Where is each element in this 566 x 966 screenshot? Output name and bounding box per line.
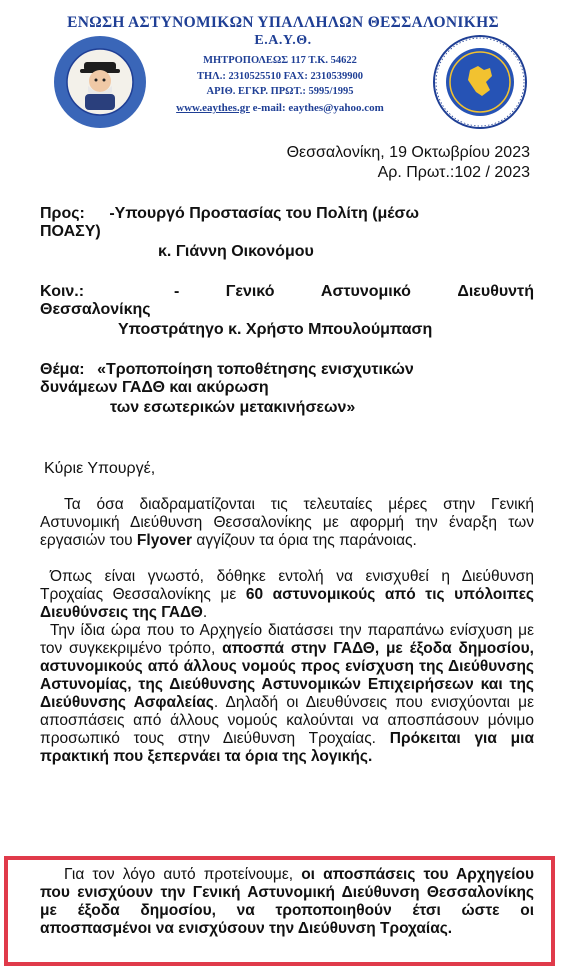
police-union-logo — [52, 34, 148, 130]
recipient-label: Προς: — [40, 205, 85, 222]
subject-label: Θέμα: — [40, 361, 85, 378]
highlight-box — [4, 856, 555, 966]
address-line: ΜΗΤΡΟΠΟΛΕΩΣ 117 Τ.Κ. 54622 — [203, 55, 357, 66]
paragraph-2-end: . — [202, 604, 208, 621]
paragraph-4-text: Για τον λόγο αυτό προτείνουμε, — [64, 866, 302, 883]
paragraph-3-mid: . Δηλαδή οι Διευθύνσεις που ενισχύονται με αποσπάσεις από άλλους νομούς καλούνται να αποσπάσουν μόνιμο προσωπικό τους στην Διεύθυνση Τροχαίας. — [40, 694, 534, 747]
paragraph-3 — [40, 622, 534, 766]
paragraph-3-text: Την ίδια ώρα που το Αρχηγείο διατάσσει την παραπάνω ενίσχυση με τον συγκεκριμένο τρόπο, — [40, 622, 534, 657]
paragraph-2-text: Όπως είναι γνωστό, δόθηκε εντολή να ενισχυθεί η Διεύθυνση Τροχαίας Θεσσαλονίκης με — [40, 568, 534, 603]
cc-text-1: - Γενικό Αστυνομικό Διευθυντή — [174, 283, 534, 300]
paragraph-2-bold: 60 αστυνομικούς από τις υπόλοιπες Διευθύνσεις της ΓΑΔΘ — [40, 586, 534, 621]
cc-line-1 — [40, 283, 534, 301]
subject-text-1: «Τροποποίηση τοποθέτησης ενισχυτικών — [97, 361, 414, 378]
cc-label: Κοιν.: — [40, 283, 85, 300]
recipient-text-1: -Υπουργό Προστασίας του Πολίτη (μέσω — [109, 205, 419, 222]
website-link[interactable]: www.eaythes.gr — [176, 102, 250, 114]
paragraph-3-bold-2: Πρόκειται για μια πρακτική που ξεπερνάει τα όρια της λογικής. — [40, 730, 534, 765]
recipient-name: κ. Γιάννη Οικονόμου — [158, 243, 314, 260]
phone-fax-line: ΤΗΛ.: 2310525510 FAX: 2310539900 — [197, 71, 363, 82]
paragraph-1-text: Τα όσα διαδραματίζονται τις τελευταίες μέρες στην Γενική Αστυνομική Διεύθυνση Θεσσαλονίκης με αφορμή την έναρξη των εργασιών του — [40, 496, 534, 549]
subject-line-3: των εσωτερικών μετακινήσεων» — [110, 399, 356, 416]
paragraph-1-end: αγγίζουν τα όρια της παράνοιας. — [192, 532, 417, 549]
paragraph-4-bold: οι αποσπάσεις του Αρχηγείου που ενισχύουν την Γενική Αστυνομική Διεύθυνση Θεσσαλονίκης με έξοδα δημοσίου, να τροποποιηθούν έτσι ώστε οι αποσπασμένοι να ενισχύσουν την Διεύθυνση Τροχαίας. — [40, 866, 534, 937]
cc-name: Υποστράτηγο κ. Χρήστο Μπουλούμπαση — [118, 321, 433, 338]
federation-seal-logo — [432, 34, 528, 130]
registry-line: ΑΡΙΘ. ΕΓΚΡ. ΠΡΩΤ.: 5995/1995 — [206, 86, 354, 97]
contact-line — [150, 102, 410, 114]
organization-name: ΕΝΩΣΗ ΑΣΤΥΝΟΜΙΚΩΝ ΥΠΑΛΛΗΛΩΝ ΘΕΣΣΑΛΟΝΙΚΗΣ — [67, 14, 499, 31]
organization-acronym: Ε.Α.Υ.Θ. — [254, 33, 312, 48]
paragraph-1 — [40, 496, 534, 550]
recipient-line-2: ΠΟΑΣΥ) — [40, 223, 101, 240]
paragraph-1-bold: Flyover — [136, 532, 193, 549]
cc-line-2: Θεσσαλονίκης — [40, 301, 151, 318]
salutation: Κύριε Υπουργέ, — [44, 460, 156, 477]
paragraph-3-bold: αποσπά στην ΓΑΔΘ, με έξοδα δημοσίου, αστυνομικούς από άλλους νομούς προς ενίσχυση της Διεύθυνσης Αστυνομίας, της Διεύθυνσης Αστυνομικών Επιχειρήσεων και της Διεύθυνσης Ασφαλείας — [40, 640, 534, 711]
subject-line-2: δυνάμεων ΓΑΔΘ και ακύρωση — [40, 379, 269, 396]
protocol-number: Αρ. Πρωτ.:102 / 2023 — [377, 164, 530, 181]
subject-line-1 — [40, 361, 534, 379]
date-place: Θεσσαλονίκη, 19 Οκτωβρίου 2023 — [286, 144, 530, 161]
recipient-line-1 — [40, 205, 534, 223]
paragraph-2 — [40, 568, 534, 622]
email-text[interactable]: e-mail: eaythes@yahoo.com — [252, 102, 384, 114]
